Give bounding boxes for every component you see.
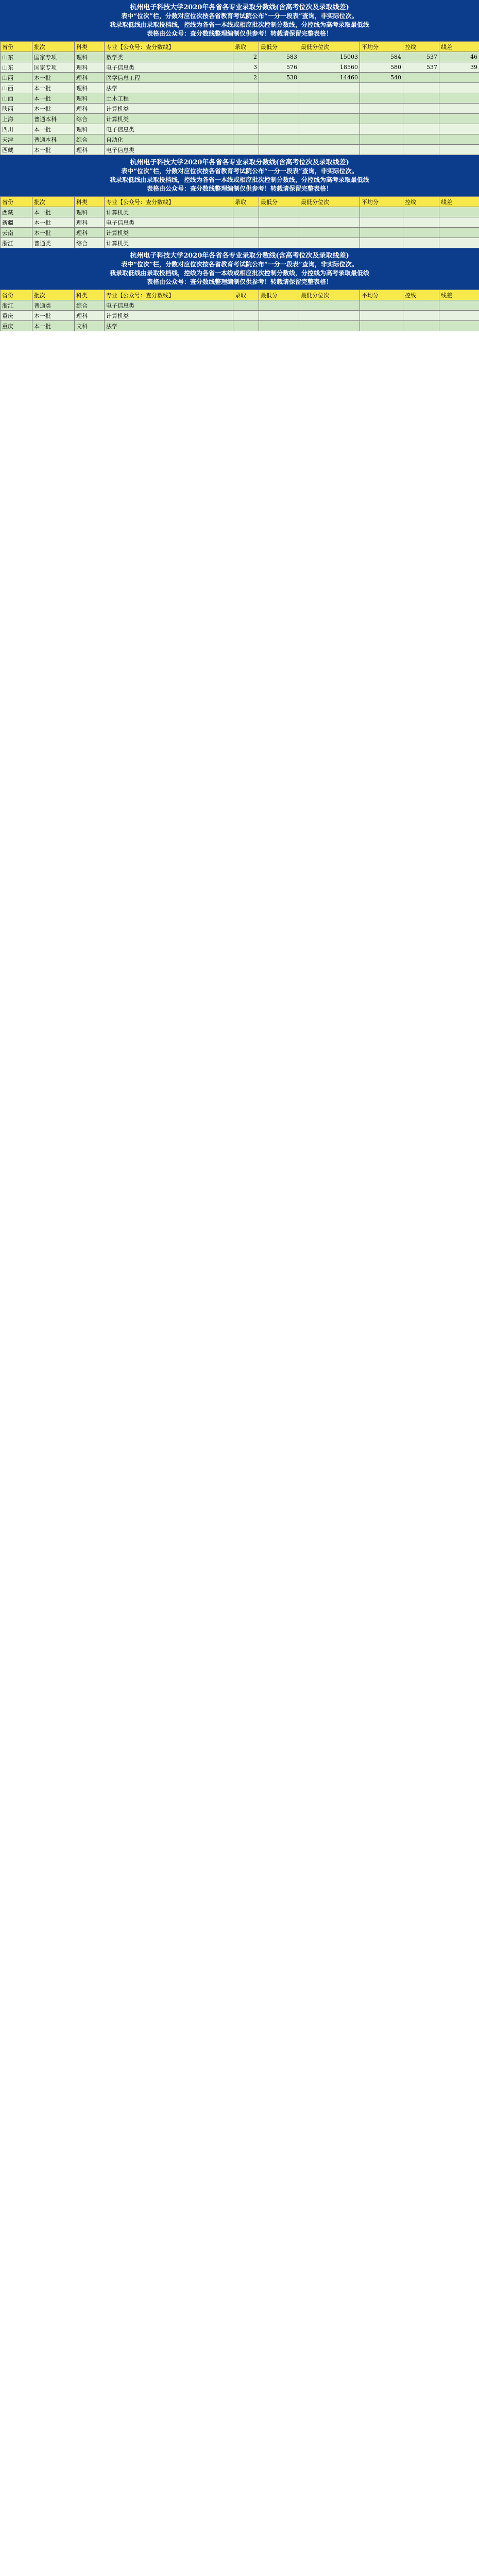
table-cell — [439, 124, 479, 134]
banner-line: 杭州电子科技大学2020年各省各专业录取分数线(含高考位次及录取线差) — [130, 159, 349, 166]
banner-line: 杭州电子科技大学2020年各省各专业录取分数线(含高考位次及录取线差) — [130, 4, 349, 11]
table-cell — [233, 238, 259, 248]
table-cell — [259, 238, 299, 248]
table-cell: 2 — [233, 52, 259, 62]
table-cell: 576 — [259, 62, 299, 73]
table-cell: 综合 — [75, 300, 105, 311]
table-cell: 本一批 — [32, 217, 75, 228]
table-row — [1, 134, 479, 145]
column-header: 最低分 — [259, 290, 299, 300]
section-banner — [0, 248, 479, 290]
table-cell: 医学信息工程 — [105, 73, 233, 83]
table-cell — [259, 134, 299, 145]
table-cell: 重庆 — [1, 321, 32, 331]
table-cell: 584 — [360, 52, 403, 62]
column-header: 科类 — [75, 290, 105, 300]
table-cell: 西藏 — [1, 207, 32, 217]
header-row — [1, 290, 479, 300]
table-cell — [403, 114, 439, 124]
column-header: 专业【公众号：查分数线】 — [105, 290, 233, 300]
table-cell: 本一批 — [32, 73, 75, 83]
column-header: 最低分 — [259, 197, 299, 207]
column-header: 平均分 — [360, 290, 403, 300]
table-cell: 综合 — [75, 134, 105, 145]
table-cell — [439, 83, 479, 93]
table-cell — [233, 114, 259, 124]
table-cell: 计算机类 — [105, 228, 233, 238]
column-header: 最低分位次 — [299, 42, 360, 52]
table-cell: 计算机类 — [105, 104, 233, 114]
table-cell — [259, 83, 299, 93]
table-cell — [299, 114, 360, 124]
table-cell: 陕西 — [1, 104, 32, 114]
table-cell — [403, 238, 439, 248]
table-cell: 理科 — [75, 207, 105, 217]
table-cell: 本一批 — [32, 145, 75, 155]
table-cell — [233, 83, 259, 93]
column-header: 批次 — [32, 290, 75, 300]
banner-line: 表中“位次”栏，分数对应位次按各省教育考试院公布“一分一段表”查询，非实际位次。 — [121, 167, 358, 175]
table-cell: 山西 — [1, 73, 32, 83]
table-cell — [233, 300, 259, 311]
table-cell: 计算机类 — [105, 311, 233, 321]
table-cell: 46 — [439, 52, 479, 62]
table-section — [0, 155, 479, 248]
header-row — [1, 197, 479, 207]
table-cell — [259, 217, 299, 228]
table-section — [0, 248, 479, 331]
table-cell — [299, 124, 360, 134]
column-header: 平均分 — [360, 197, 403, 207]
table-cell — [360, 217, 403, 228]
table-cell: 18560 — [299, 62, 360, 73]
table-cell — [299, 207, 360, 217]
column-header: 省份 — [1, 197, 32, 207]
score-table — [0, 196, 479, 248]
table-cell — [233, 134, 259, 145]
table-cell: 理科 — [75, 217, 105, 228]
column-header: 录取 — [233, 290, 259, 300]
header-row — [1, 42, 479, 52]
table-row — [1, 228, 479, 238]
score-document — [0, 0, 479, 331]
table-cell: 计算机类 — [105, 114, 233, 124]
table-cell — [299, 104, 360, 114]
section-banner — [0, 0, 479, 41]
table-cell: 理科 — [75, 93, 105, 104]
table-cell — [439, 104, 479, 114]
table-cell: 普通类 — [32, 238, 75, 248]
column-header: 省份 — [1, 42, 32, 52]
table-cell: 法学 — [105, 321, 233, 331]
table-cell — [299, 311, 360, 321]
table-cell — [403, 73, 439, 83]
column-header: 最低分位次 — [299, 197, 360, 207]
table-cell — [403, 145, 439, 155]
table-cell — [360, 134, 403, 145]
table-cell: 天津 — [1, 134, 32, 145]
table-cell — [439, 238, 479, 248]
table-cell: 电子信息类 — [105, 217, 233, 228]
table-cell: 综合 — [75, 238, 105, 248]
table-cell — [299, 217, 360, 228]
table-cell: 本一批 — [32, 93, 75, 104]
table-cell: 2 — [233, 73, 259, 83]
table-cell — [403, 321, 439, 331]
table-cell — [259, 104, 299, 114]
table-cell: 39 — [439, 62, 479, 73]
table-cell — [259, 207, 299, 217]
table-cell — [299, 145, 360, 155]
column-header: 科类 — [75, 42, 105, 52]
table-cell — [439, 134, 479, 145]
table-cell: 国家专项 — [32, 62, 75, 73]
table-cell — [233, 207, 259, 217]
table-cell: 本一批 — [32, 228, 75, 238]
table-cell — [360, 228, 403, 238]
table-cell: 电子信息类 — [105, 124, 233, 134]
table-cell — [233, 104, 259, 114]
banner-line: 表格由公众号：查分数线整理编制仅供参考！转载请保留完整表格！ — [146, 30, 332, 37]
table-cell — [439, 300, 479, 311]
table-row — [1, 207, 479, 217]
table-cell: 法学 — [105, 83, 233, 93]
table-cell: 3 — [233, 62, 259, 73]
table-row — [1, 145, 479, 155]
table-cell — [403, 93, 439, 104]
column-header: 批次 — [32, 42, 75, 52]
table-cell — [439, 321, 479, 331]
table-cell: 537 — [403, 52, 439, 62]
table-cell — [439, 73, 479, 83]
table-cell: 山西 — [1, 83, 32, 93]
table-cell — [360, 145, 403, 155]
table-cell: 电子信息类 — [105, 145, 233, 155]
banner-line: 我录取低线由录取投档线，控线为各省一本线或相应批次控制分数线，分控线为高考录取最低线 — [109, 269, 369, 277]
banner-line: 表格由公众号：查分数线整理编制仅供参考！转载请保留完整表格！ — [146, 185, 332, 192]
table-cell — [299, 228, 360, 238]
table-cell — [360, 300, 403, 311]
banner-line: 表格由公众号：查分数线整理编制仅供参考！转载请保留完整表格！ — [146, 278, 332, 285]
table-cell: 本一批 — [32, 83, 75, 93]
table-cell — [360, 311, 403, 321]
table-cell — [299, 238, 360, 248]
table-cell: 四川 — [1, 124, 32, 134]
table-cell — [360, 83, 403, 93]
table-cell — [299, 93, 360, 104]
table-cell: 理科 — [75, 73, 105, 83]
table-cell: 理科 — [75, 124, 105, 134]
column-header: 批次 — [32, 197, 75, 207]
table-cell: 理科 — [75, 228, 105, 238]
table-cell — [233, 93, 259, 104]
table-cell — [259, 311, 299, 321]
table-cell: 14460 — [299, 73, 360, 83]
table-cell — [403, 311, 439, 321]
table-cell — [360, 207, 403, 217]
table-cell: 普通类 — [32, 300, 75, 311]
table-cell: 电子信息类 — [105, 300, 233, 311]
column-header: 录取 — [233, 197, 259, 207]
banner-line: 我录取低线由录取投档线，控线为各省一本线或相应批次控制分数线，分控线为高考录取最低线 — [109, 21, 369, 28]
table-cell — [360, 93, 403, 104]
column-header: 平均分 — [360, 42, 403, 52]
table-cell: 普通本科 — [32, 134, 75, 145]
table-cell — [403, 217, 439, 228]
table-cell: 电子信息类 — [105, 62, 233, 73]
table-section — [0, 0, 479, 155]
table-row — [1, 104, 479, 114]
table-cell: 土木工程 — [105, 93, 233, 104]
table-cell: 国家专项 — [32, 52, 75, 62]
table-row — [1, 62, 479, 73]
table-cell — [403, 83, 439, 93]
column-header: 线差 — [439, 197, 479, 207]
table-cell: 15003 — [299, 52, 360, 62]
table-cell — [233, 311, 259, 321]
table-cell — [360, 321, 403, 331]
table-cell: 上海 — [1, 114, 32, 124]
table-cell — [439, 311, 479, 321]
table-cell: 理科 — [75, 83, 105, 93]
table-cell: 数学类 — [105, 52, 233, 62]
table-cell — [403, 228, 439, 238]
table-cell — [259, 300, 299, 311]
table-cell — [439, 114, 479, 124]
column-header: 最低分 — [259, 42, 299, 52]
table-cell — [259, 93, 299, 104]
table-cell: 583 — [259, 52, 299, 62]
table-cell: 理科 — [75, 104, 105, 114]
table-cell — [233, 217, 259, 228]
table-cell: 云南 — [1, 228, 32, 238]
table-cell — [233, 228, 259, 238]
table-cell — [403, 124, 439, 134]
table-cell: 本一批 — [32, 104, 75, 114]
table-cell — [360, 104, 403, 114]
score-table — [0, 41, 479, 155]
table-cell — [439, 217, 479, 228]
table-cell — [233, 145, 259, 155]
column-header: 录取 — [233, 42, 259, 52]
table-row — [1, 124, 479, 134]
table-cell: 西藏 — [1, 145, 32, 155]
banner-line: 杭州电子科技大学2020年各省各专业录取分数线(含高考位次及录取线差) — [130, 252, 349, 260]
table-cell: 540 — [360, 73, 403, 83]
table-row — [1, 114, 479, 124]
table-cell: 新疆 — [1, 217, 32, 228]
table-cell — [360, 124, 403, 134]
table-cell — [299, 321, 360, 331]
table-row — [1, 300, 479, 311]
section-banner — [0, 155, 479, 196]
table-cell: 浙江 — [1, 238, 32, 248]
table-cell — [403, 207, 439, 217]
table-cell — [439, 93, 479, 104]
table-row — [1, 311, 479, 321]
table-cell: 浙江 — [1, 300, 32, 311]
table-cell — [439, 145, 479, 155]
table-cell: 本一批 — [32, 311, 75, 321]
table-cell — [299, 83, 360, 93]
table-row — [1, 321, 479, 331]
table-cell — [403, 104, 439, 114]
table-cell: 本一批 — [32, 124, 75, 134]
table-cell: 538 — [259, 73, 299, 83]
table-row — [1, 83, 479, 93]
table-cell: 普通本科 — [32, 114, 75, 124]
column-header: 线差 — [439, 42, 479, 52]
table-cell: 山东 — [1, 62, 32, 73]
table-cell: 580 — [360, 62, 403, 73]
column-header: 控线 — [403, 197, 439, 207]
table-row — [1, 73, 479, 83]
table-cell: 重庆 — [1, 311, 32, 321]
table-cell — [360, 238, 403, 248]
table-cell — [439, 228, 479, 238]
table-cell — [403, 134, 439, 145]
table-cell: 537 — [403, 62, 439, 73]
table-cell: 文科 — [75, 321, 105, 331]
table-cell: 本一批 — [32, 321, 75, 331]
table-cell: 理科 — [75, 311, 105, 321]
table-cell — [259, 321, 299, 331]
table-cell — [233, 124, 259, 134]
table-cell: 山东 — [1, 52, 32, 62]
table-cell — [403, 300, 439, 311]
table-cell — [439, 207, 479, 217]
table-row — [1, 217, 479, 228]
table-row — [1, 93, 479, 104]
table-cell — [299, 134, 360, 145]
column-header: 控线 — [403, 290, 439, 300]
column-header: 专业【公众号：查分数线】 — [105, 42, 233, 52]
table-cell — [299, 300, 360, 311]
column-header: 科类 — [75, 197, 105, 207]
table-cell: 综合 — [75, 114, 105, 124]
table-cell — [360, 114, 403, 124]
table-cell: 自动化 — [105, 134, 233, 145]
table-cell — [233, 321, 259, 331]
table-cell — [259, 114, 299, 124]
table-cell — [259, 124, 299, 134]
banner-line: 表中“位次”栏，分数对应位次按各省教育考试院公布“一分一段表”查询，非实际位次。 — [121, 12, 358, 20]
column-header: 省份 — [1, 290, 32, 300]
score-table — [0, 290, 479, 331]
table-cell: 山西 — [1, 93, 32, 104]
table-row — [1, 238, 479, 248]
table-row — [1, 52, 479, 62]
column-header: 最低分位次 — [299, 290, 360, 300]
table-cell: 理科 — [75, 62, 105, 73]
table-cell: 理科 — [75, 145, 105, 155]
table-cell — [259, 145, 299, 155]
column-header: 控线 — [403, 42, 439, 52]
banner-line: 我录取低线由录取投档线，控线为各省一本线或相应批次控制分数线，分控线为高考录取最低线 — [109, 176, 369, 183]
column-header: 线差 — [439, 290, 479, 300]
column-header: 专业【公众号：查分数线】 — [105, 197, 233, 207]
banner-line: 表中“位次”栏，分数对应位次按各省教育考试院公布“一分一段表”查询，非实际位次。 — [121, 261, 358, 268]
table-cell: 本一批 — [32, 207, 75, 217]
table-cell: 计算机类 — [105, 238, 233, 248]
table-cell: 理科 — [75, 52, 105, 62]
table-cell — [259, 228, 299, 238]
table-cell: 计算机类 — [105, 207, 233, 217]
